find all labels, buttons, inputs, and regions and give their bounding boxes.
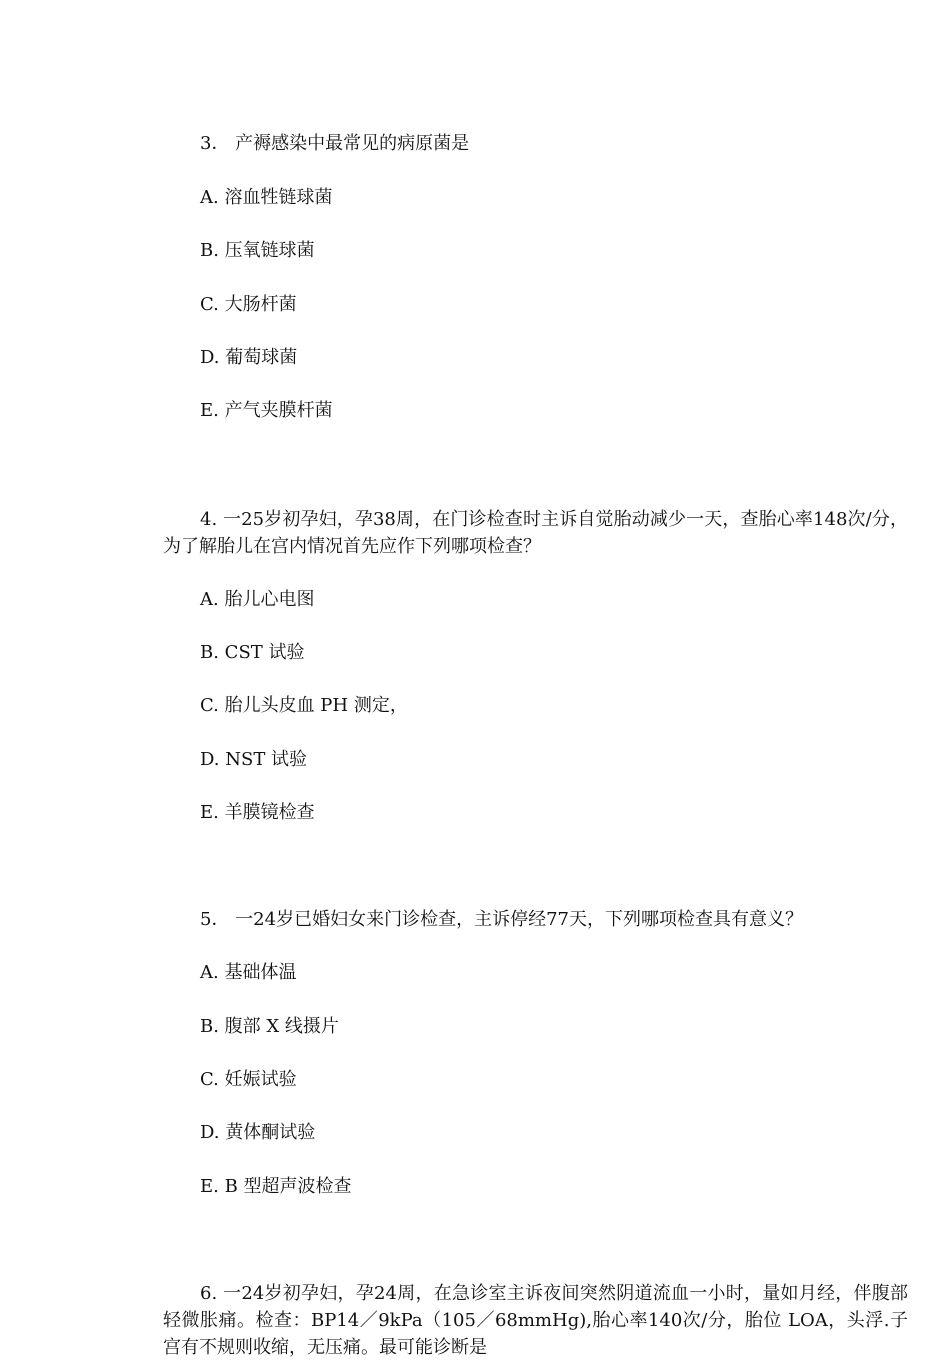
question-5-option-a: A. 基础体温	[200, 962, 297, 983]
question-3-option-b: B. 压氧链球菌	[200, 240, 315, 261]
question-5-option-e: E. B 型超声波检查	[200, 1176, 352, 1197]
question-3-option-a: A. 溶血牲链球菌	[200, 187, 333, 208]
question-3-option-c: C. 大肠杆菌	[200, 294, 297, 315]
question-5-option-b: B. 腹部 X 线摄片	[200, 1016, 339, 1037]
question-5-option-c: C. 妊娠试验	[200, 1069, 297, 1090]
question-4-option-a: A. 胎儿心电图	[200, 589, 315, 610]
question-3-option-e: E. 产气夹膜杆菌	[200, 400, 333, 421]
question-6-stem: 6. 一24岁初孕妇，孕24周，在急诊室主诉夜间突然阴道流血一小时，量如月经，伴腹部轻微胀痛。检查：BP14／9kPa（105／68mmHg),胎心率140次/分，胎位 LOA，头浮.子宫有不规则收缩，无压痛。最可能诊断是	[163, 1283, 908, 1358]
question-5-option-d: D. 黄体酮试验	[200, 1122, 316, 1143]
question-4-option-b: B. CST 试验	[200, 642, 305, 663]
question-5-stem: 5． 一24岁已婚妇女来门诊检查，主诉停经77天，下列哪项检查具有意义？	[200, 909, 803, 930]
question-3-option-d: D. 葡萄球菌	[200, 347, 298, 368]
question-4-stem: 4. 一25岁初孕妇，孕38周，在门诊检查时主诉自觉胎动减少一天，查胎心率148次/分，为了解胎儿在宫内情况首先应作下列哪项检查？	[163, 509, 908, 557]
question-4-option-d: D. NST 试验	[200, 749, 308, 770]
question-4-option-e: E. 羊膜镜检查	[200, 802, 315, 823]
question-4-option-c: C. 胎儿头皮血 PH 测定，	[200, 695, 408, 716]
question-3-stem: 3． 产褥感染中最常见的病原菌是	[200, 133, 470, 154]
